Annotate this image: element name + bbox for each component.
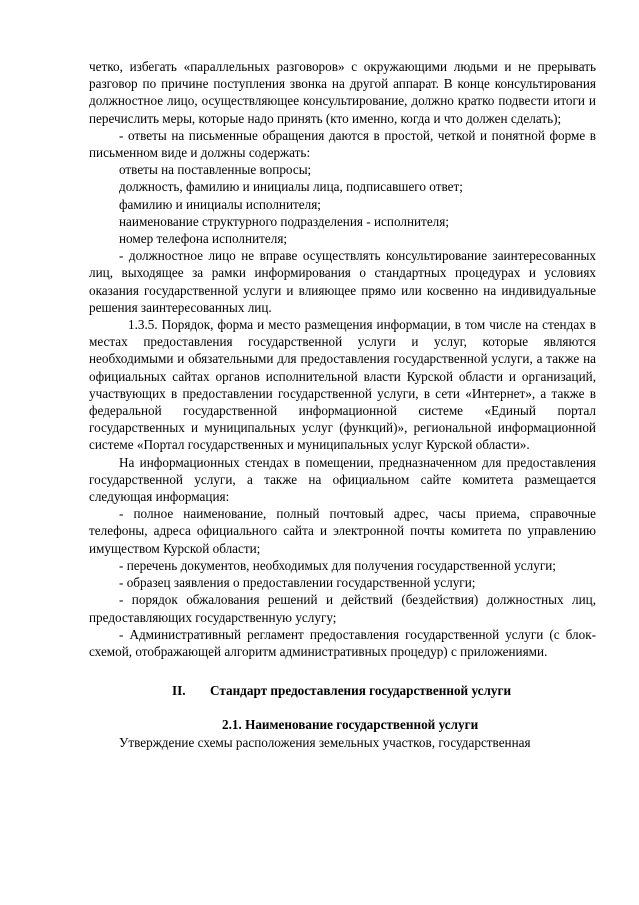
section-title: Стандарт предоставления государственной услуги [210,683,512,699]
paragraph-consulting-end: четко, избегать «параллельных разговоров» с окружающими людьми и не прерывать разговор по причине поступления звонка на другой аппарат. В конце консультирования должностное лицо, осуществляющее консультирование, должно кратко подвести итоги и перечислить меры, которые надо принять (кто именно, когда и что должен сделать); [89,59,596,126]
section-number: II. [172,683,186,699]
list-item: должность, фамилию и инициалы лица, подписавшего ответ; [119,179,463,195]
subsection-heading: 2.1. Наименование государственной услуги [222,717,479,733]
list-item: наименование структурного подразделения - исполнителя; [119,213,449,229]
paragraph-1-3-5: 1.3.5. Порядок, форма и место размещения информации, в том числе на стендах в местах предоставления государственной услуги и услуг, которые являются необходимыми и обязательными для предоставления государственной услуги, а также на официальных сайтах органов исполнительной власти Курской области и организаций, участвующих в предоставлении государственной услуги, в сети «Интернет», а также в федеральной государственной информационной системе «Единый портал государственных и муниципальных услуг (функций)», региональной информационной системе «Портал государственных и муниципальных услуг Курской области». [89,317,596,453]
paragraph-official-restriction: - должностное лицо не вправе осуществлять консультирование заинтересованных лиц, выходящее за рамки информирования о стандартных процедурах и условиях оказания государственной услуги и влияющее прямо или косвенно на индивидуальные решения заинтересованных лиц. [89,248,596,315]
list-item: ответы на поставленные вопросы; [119,162,312,178]
list-item: - Административный регламент предоставления государственной услуги (с блок-схемой, отображающей алгоритм административных процедур) с приложениями. [89,626,596,659]
list-item: - перечень документов, необходимых для получения государственной услуги; [119,557,556,573]
section-heading [89,682,596,699]
list-item: фамилию и инициалы исполнителя; [119,196,321,212]
list-item: - образец заявления о предоставлении государственной услуги; [119,575,476,591]
list-item: номер телефона исполнителя; [119,231,288,247]
list-item: - полное наименование, полный почтовый адрес, часы приема, справочные телефоны, адреса официального сайта и электронной почты комитета по управлению имуществом Курской области; [89,506,596,556]
list-item: - порядок обжалования решений и действий (бездействия) должностных лиц, предоставляющих государственную услугу; [89,592,596,625]
paragraph-service-name: Утверждение схемы расположения земельных участков, государственная [119,734,531,750]
paragraph-info-stands: На информационных стендах в помещении, предназначенном для предоставления государственной услуги, а также на официальном сайте комитета размещается следующая информация: [89,454,596,505]
paragraph-written-answers: - ответы на письменные обращения даются в простой, четкой и понятной форме в письменном виде и должны содержать: [89,127,596,161]
